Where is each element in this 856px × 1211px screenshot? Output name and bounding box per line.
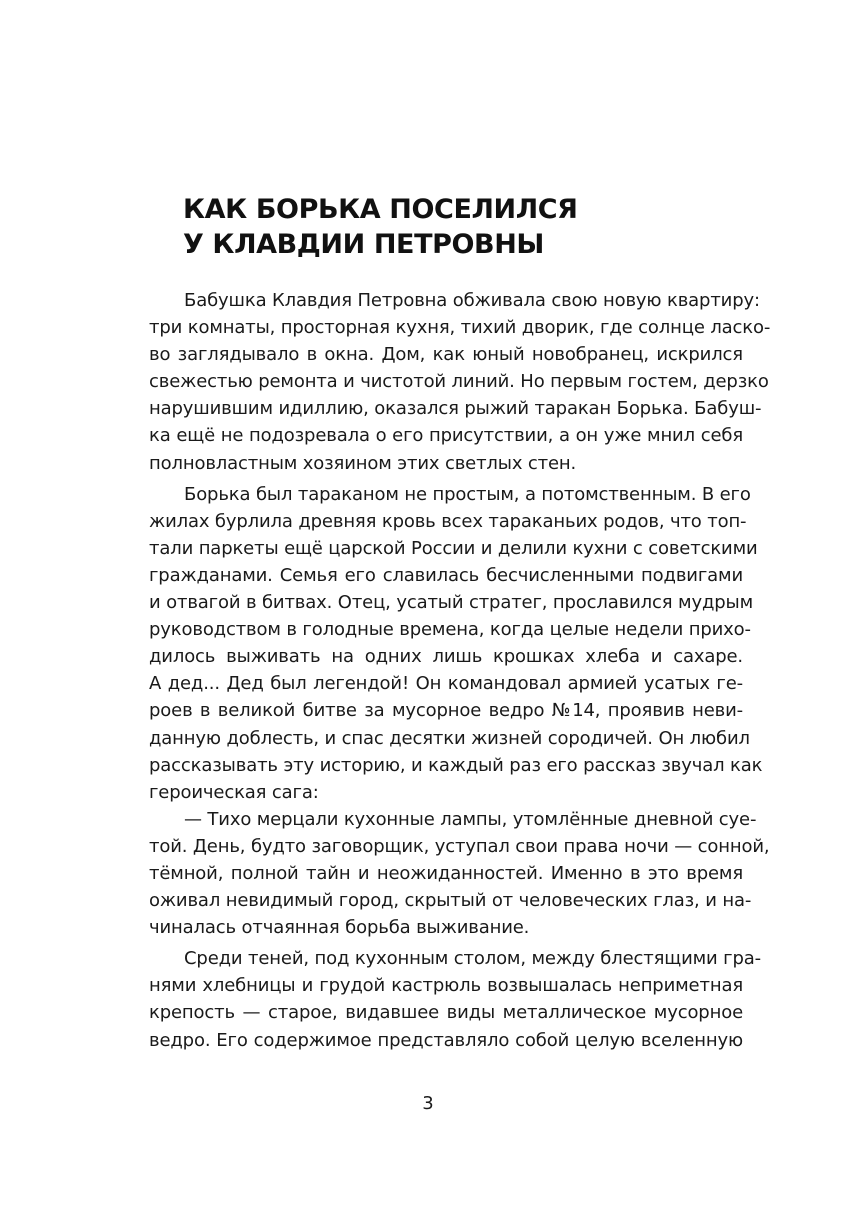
paragraph	[149, 287, 771, 477]
text-line: Среди теней, под кухонным столом, между блестящими гра-	[184, 948, 761, 970]
text-line: роев в великой битве за мусорное ведро №14, проявив неви-	[149, 700, 743, 722]
text-line: А дед... Дед был легендой! Он командовал армией усатых ге-	[149, 673, 743, 695]
paragraph	[149, 481, 763, 806]
text-line: той. День, будто заговорщик, уступал свои права ночи — сонной,	[149, 835, 770, 857]
text-line: тали паркеты ещё царской России и делили кухни с советскими	[149, 537, 758, 559]
text-line: три комнаты, просторная кухня, тихий дворик, где солнце ласко-	[149, 317, 771, 339]
text-line: тёмной, полной тайн и неожиданностей. Именно в это время	[149, 862, 743, 884]
paragraph	[149, 806, 770, 941]
body-text	[149, 287, 771, 1054]
text-line: — Тихо мерцали кухонные лампы, утомлённые дневной суе-	[184, 808, 757, 830]
text-line: героическая сага:	[149, 781, 319, 803]
text-line: данную доблесть, и спас десятки жизней сородичей. Он любил	[149, 727, 750, 749]
text-line: во заглядывало в окна. Дом, как юный новобранец, искрился	[149, 344, 743, 366]
text-line: руководством в голодные времена, когда целые недели прихо-	[149, 619, 751, 641]
text-line: полновластным хозяином этих светлых стен.	[149, 452, 577, 474]
text-line: чиналась отчаянная борьба выживание.	[149, 917, 530, 939]
text-line: рассказывать эту историю, и каждый раз его рассказ звучал как	[149, 754, 763, 776]
text-line: ка ещё не подозревала о его присутствии, а он уже мнил себя	[149, 425, 743, 447]
text-line: свежестью ремонта и чистотой линий. Но первым гостем, дерзко	[149, 371, 769, 393]
chapter-title-line: КАК БОРЬКА ПОСЕЛИЛСЯ	[183, 194, 578, 225]
text-line: Бабушка Клавдия Петровна обживала свою новую квартиру:	[184, 290, 760, 311]
chapter-title	[183, 192, 743, 262]
text-line: нями хлебницы и грудой кастрюль возвышалась неприметная	[149, 975, 743, 997]
text-line: оживал невидимый город, скрытый от человеческих глаз, и на-	[149, 890, 752, 912]
text-line: нарушившим идиллию, оказался рыжий таракан Борька. Бабуш-	[149, 398, 762, 420]
text-line: и отвагой в битвах. Отец, усатый стратег, прославился мудрым	[149, 592, 754, 614]
text-line: Борька был тараканом не простым, а потомственным. В его	[184, 483, 751, 505]
text-line: жилах бурлила древняя кровь всех тараканьих родов, что топ-	[149, 510, 747, 532]
text-line: дилось выживать на одних лишь крошках хлеба и сахаре.	[149, 646, 743, 668]
text-line: крепость — старое, видавшее виды металлическое мусорное	[149, 1002, 743, 1024]
text-line: ведро. Его содержимое представляло собой целую вселенную	[149, 1029, 743, 1051]
chapter-title-line: У КЛАВДИИ ПЕТРОВНЫ	[183, 229, 544, 260]
paragraph	[149, 945, 761, 1053]
page-number: 3	[422, 1093, 434, 1114]
text-line: гражданами. Семья его славилась бесчисленными подвигами	[149, 564, 743, 586]
